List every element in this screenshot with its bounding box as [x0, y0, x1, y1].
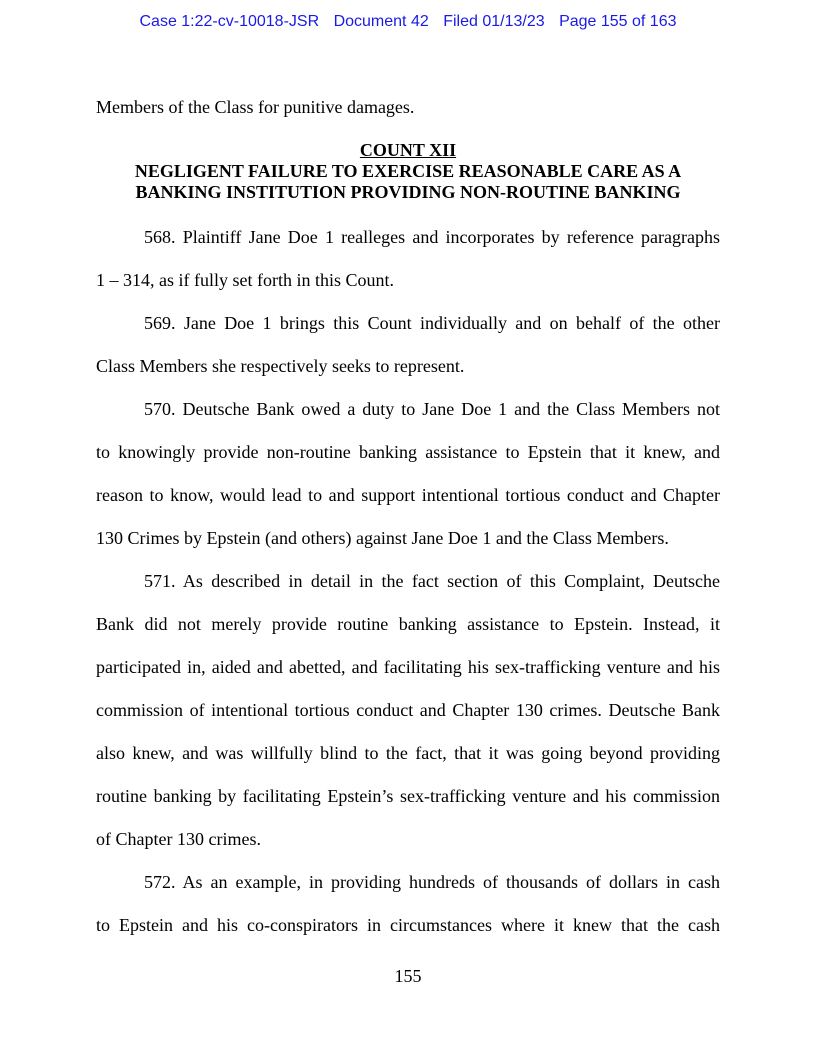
count-subtitle-line-2: BANKING INSTITUTION PROVIDING NON-ROUTINE BANKING: [135, 182, 681, 202]
text-line: reason to know, would lead to and support intentional tortious conduct and Chapter: [96, 485, 720, 505]
count-heading: [96, 140, 720, 203]
text-line: 568. Plaintiff Jane Doe 1 realleges and incorporates by reference paragraphs: [144, 227, 720, 247]
text-line: routine banking by facilitating Epstein’s sex-trafficking venture and his commission: [96, 786, 720, 806]
text-line: 1 – 314, as if fully set forth in this Count.: [96, 270, 394, 290]
filed-date: Filed 01/13/23: [443, 13, 545, 30]
text-line: to Epstein and his co-conspirators in circumstances where it knew that the cash: [96, 915, 720, 935]
count-subtitle-line-1: NEGLIGENT FAILURE TO EXERCISE REASONABLE CARE AS A: [134, 161, 682, 181]
count-title: COUNT XII: [359, 140, 457, 160]
text-line: 570. Deutsche Bank owed a duty to Jane Doe 1 and the Class Members not: [144, 399, 720, 419]
text-line: Class Members she respectively seeks to represent.: [96, 356, 465, 376]
document-number: Document 42: [333, 13, 429, 30]
text-line: to knowingly provide non-routine banking assistance to Epstein that it knew, and: [96, 442, 720, 462]
text-line: of Chapter 130 crimes.: [96, 829, 261, 849]
text-line: Bank did not merely provide routine banking assistance to Epstein. Instead, it: [96, 614, 720, 634]
text-line: 130 Crimes by Epstein (and others) against Jane Doe 1 and the Class Members.: [96, 528, 669, 548]
case-header: [0, 13, 816, 31]
page-number: 155: [394, 966, 422, 986]
text-line: also knew, and was willfully blind to the fact, that it was going beyond providing: [96, 743, 720, 763]
text-line: 569. Jane Doe 1 brings this Count individually and on behalf of the other: [144, 313, 720, 333]
page-of: Page 155 of 163: [559, 13, 677, 30]
text-line: 572. As an example, in providing hundreds of thousands of dollars in cash: [144, 872, 720, 892]
text-line: Members of the Class for punitive damages.: [96, 97, 415, 117]
text-line: 571. As described in detail in the fact section of this Complaint, Deutsche: [144, 571, 720, 591]
text-line: commission of intentional tortious conduct and Chapter 130 crimes. Deutsche Bank: [96, 700, 720, 720]
text-line: participated in, aided and abetted, and facilitating his sex-trafficking venture and his: [96, 657, 720, 677]
case-number: Case 1:22-cv-10018-JSR: [139, 13, 320, 30]
